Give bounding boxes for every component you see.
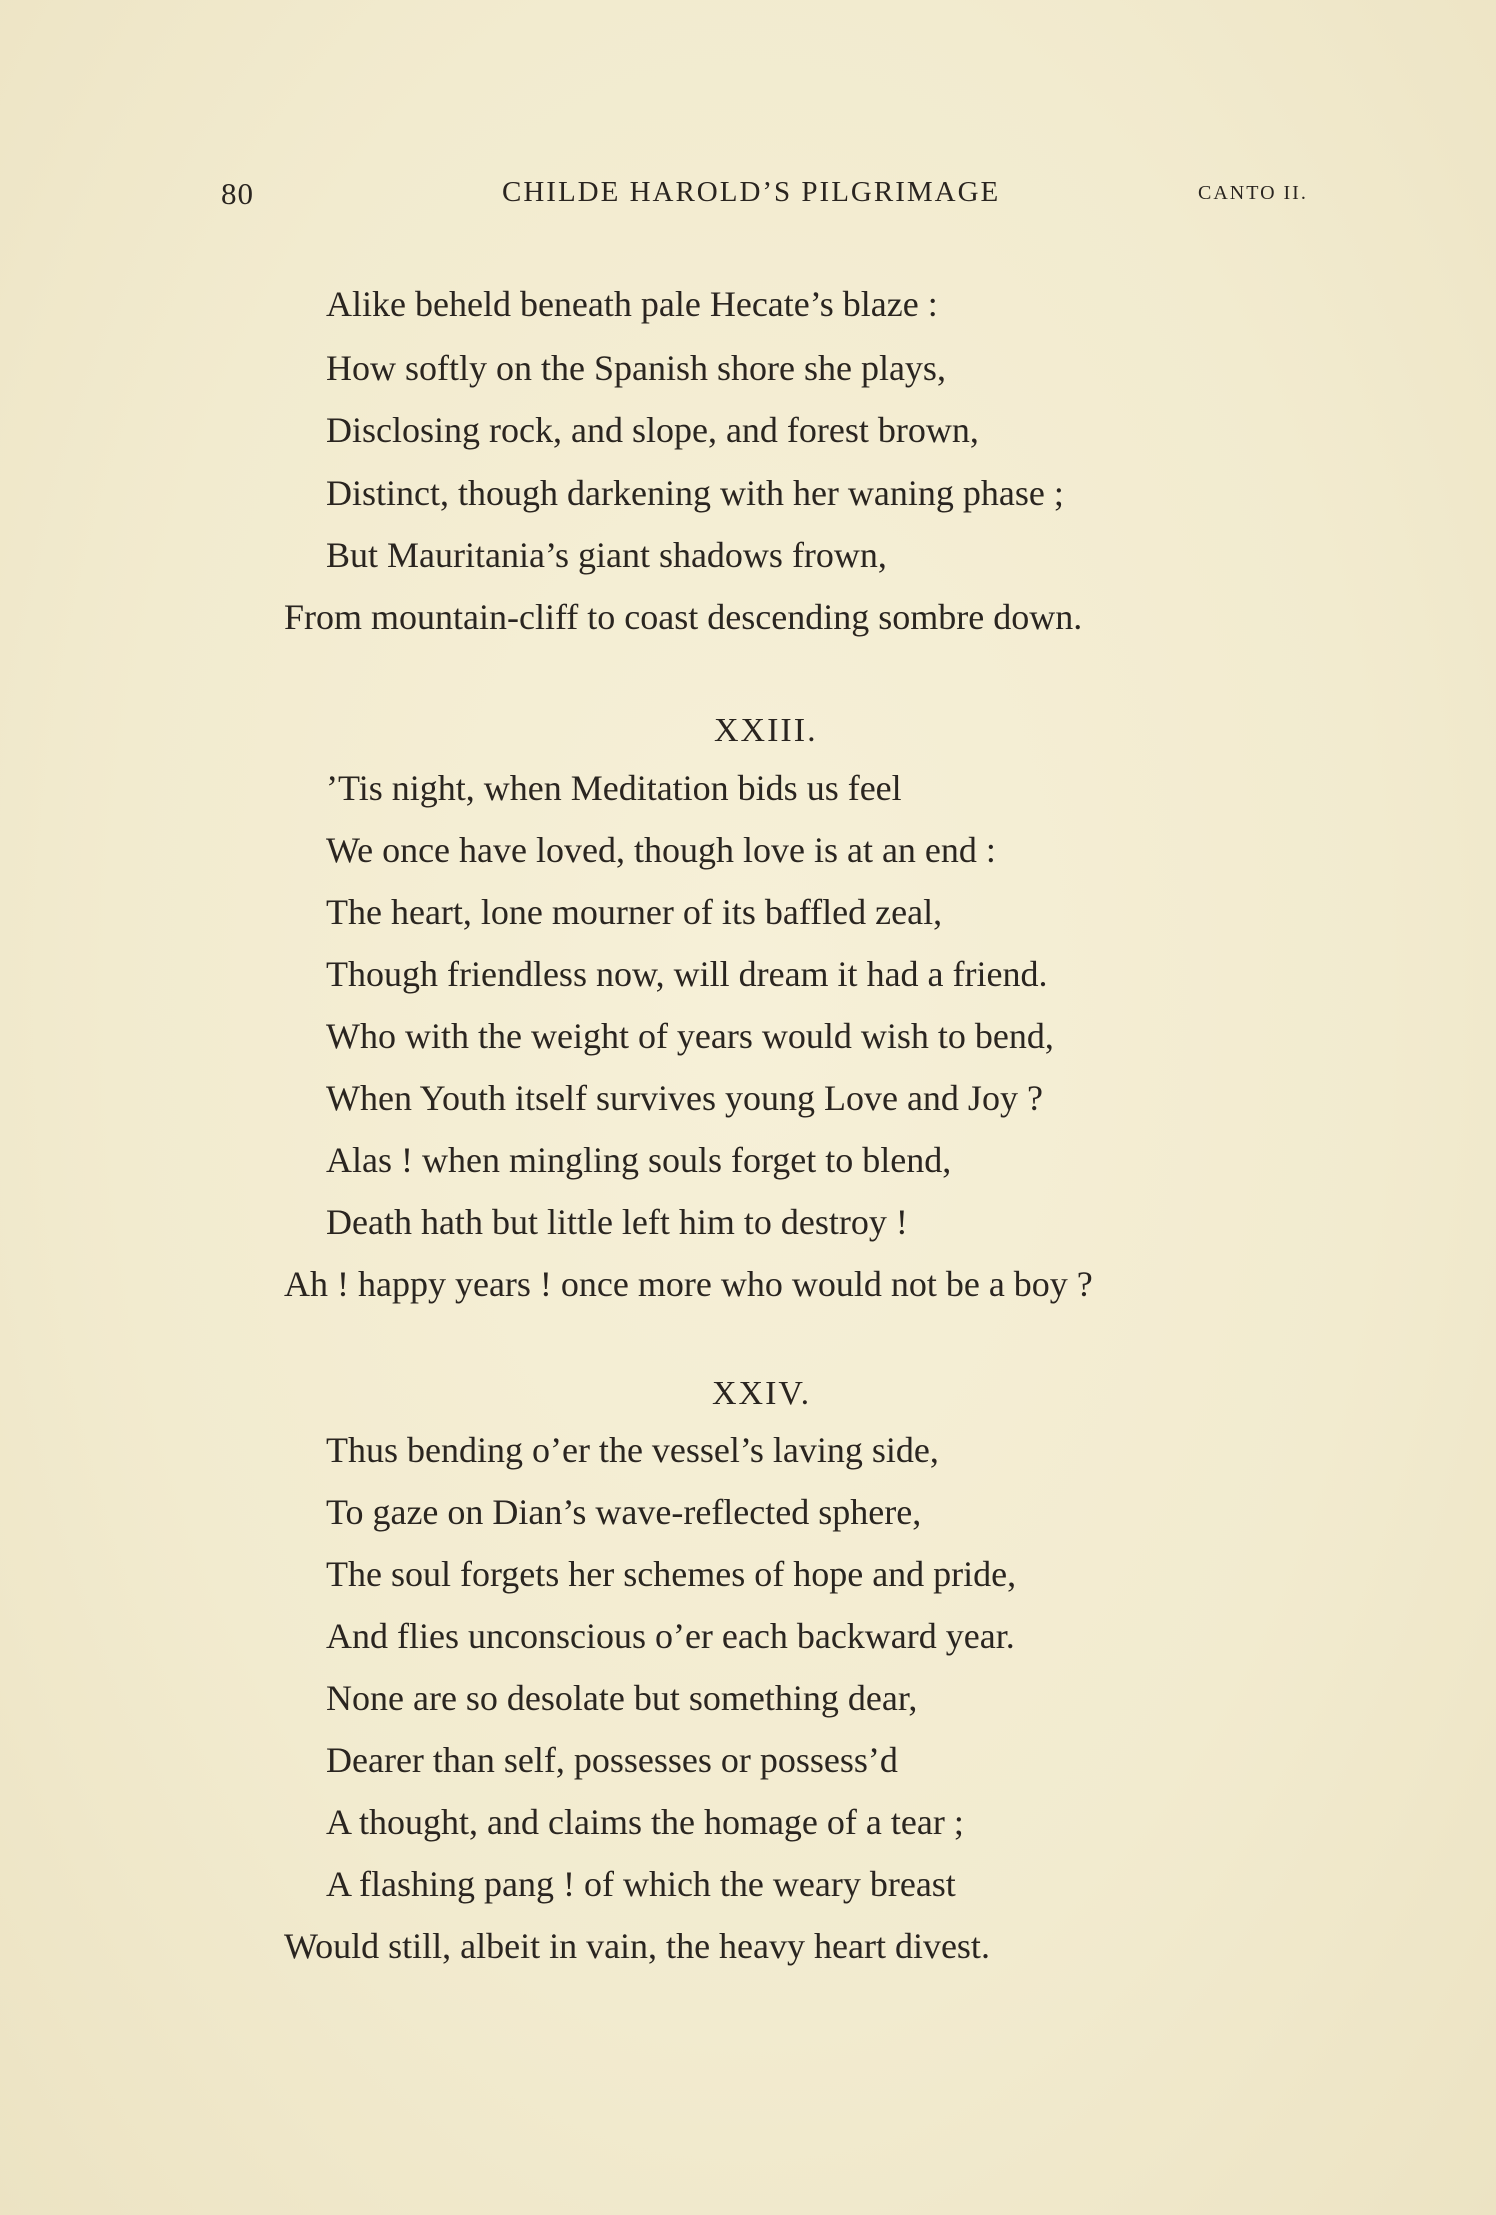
verse-line: The heart, lone mourner of its baffled zeal, <box>326 892 943 932</box>
verse-line: From mountain-cliff to coast descending sombre down. <box>284 597 1083 637</box>
stanza-number: XXIII. <box>714 712 818 749</box>
verse-line: ’Tis night, when Meditation bids us feel <box>326 768 902 808</box>
verse-line: A flashing pang ! of which the weary breast <box>326 1864 956 1904</box>
page-number: 80 <box>221 176 254 211</box>
verse-line: But Mauritania’s giant shadows frown, <box>326 535 887 575</box>
verse-line: Alas ! when mingling souls forget to blend, <box>326 1140 952 1180</box>
verse-line: And flies unconscious o’er each backward year. <box>326 1616 1015 1656</box>
verse-line: Distinct, though darkening with her waning phase ; <box>326 473 1064 513</box>
verse-line: Alike beheld beneath pale Hecate’s blaze : <box>326 284 938 324</box>
verse-line: To gaze on Dian’s wave-reflected sphere, <box>326 1492 922 1532</box>
verse-line: How softly on the Spanish shore she plays, <box>326 348 946 388</box>
verse-line: Though friendless now, will dream it had a friend. <box>326 954 1048 994</box>
verse-line: Death hath but little left him to destroy ! <box>326 1202 908 1242</box>
canto-label: CANTO II. <box>1198 182 1308 204</box>
page-header <box>0 176 1496 216</box>
verse-line: Dearer than self, possesses or possess’d <box>326 1740 898 1780</box>
verse-line: The soul forgets her schemes of hope and pride, <box>326 1554 1017 1594</box>
stanza-number: XXIV. <box>712 1375 812 1412</box>
verse-line: When Youth itself survives young Love and Joy ? <box>326 1078 1043 1118</box>
verse-line: Thus bending o’er the vessel’s laving side, <box>326 1430 939 1470</box>
verse-line: We once have loved, though love is at an end : <box>326 830 996 870</box>
verse-line: None are so desolate but something dear, <box>326 1678 918 1718</box>
verse-line: Ah ! happy years ! once more who would not be a boy ? <box>284 1264 1093 1304</box>
verse-line: Would still, albeit in vain, the heavy heart divest. <box>284 1926 990 1966</box>
verse-line: A thought, and claims the homage of a tear ; <box>326 1802 964 1842</box>
verse-line: Disclosing rock, and slope, and forest brown, <box>326 410 979 450</box>
verse-line: Who with the weight of years would wish to bend, <box>326 1016 1054 1056</box>
running-title: CHILDE HAROLD’S PILGRIMAGE <box>502 176 1001 208</box>
